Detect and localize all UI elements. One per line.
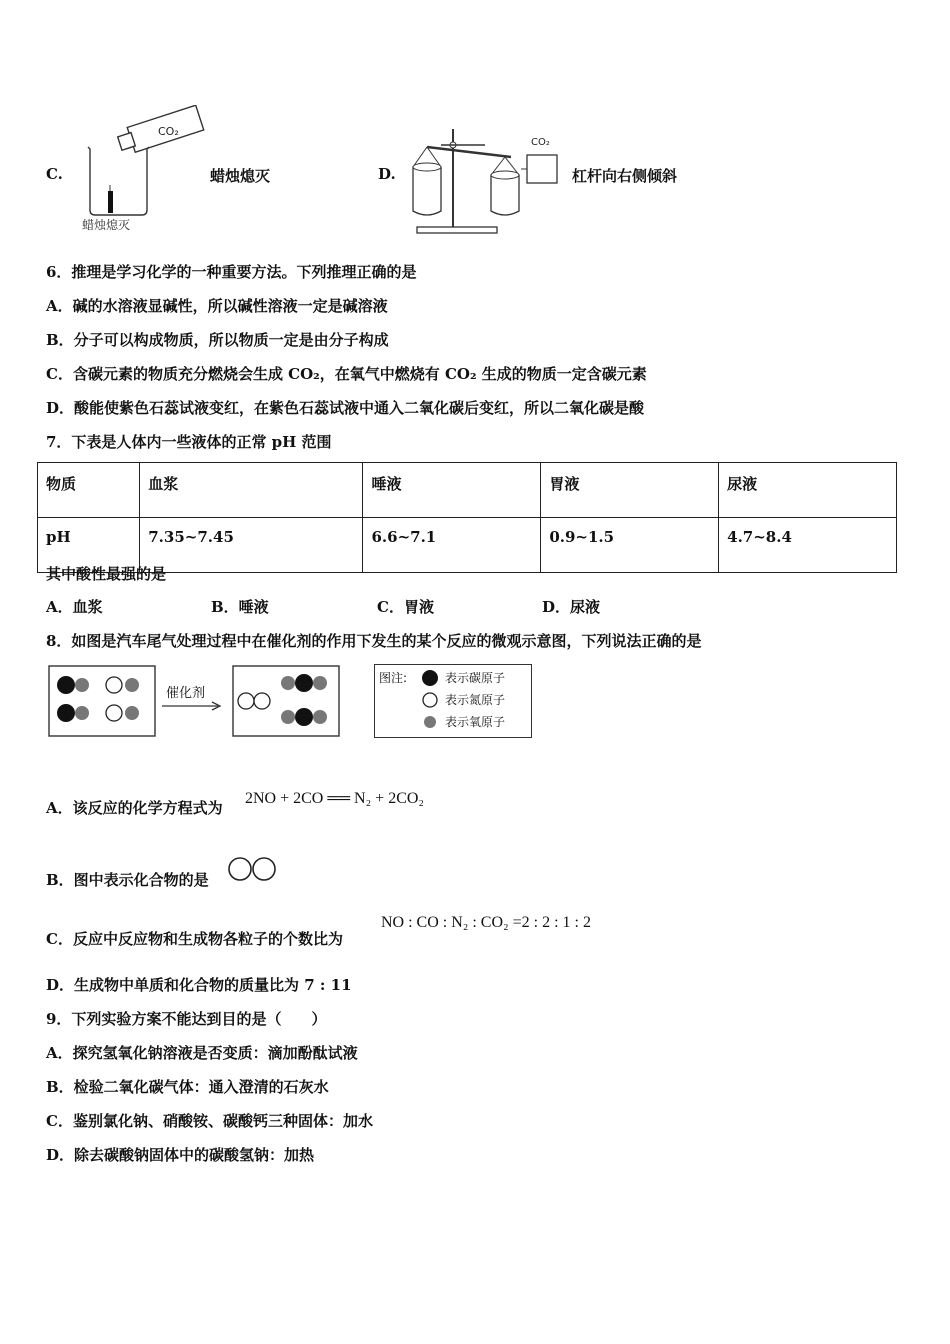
q9-option-a: A．探究氢氧化钠溶液是否变质：滴加酚酞试液 bbox=[46, 1044, 358, 1062]
q8-option-d: D．生成物中单质和化合物的质量比为 7 : 11 bbox=[46, 976, 352, 994]
q5-figure-c bbox=[78, 105, 208, 235]
reaction-arrow bbox=[160, 700, 226, 712]
q7-question: 其中酸性最强的是 bbox=[46, 565, 167, 583]
table-cell: 血浆 bbox=[140, 463, 363, 518]
q7-option-b: B．唾液 bbox=[211, 598, 269, 616]
q5-option-c-caption: 蜡烛熄灭 bbox=[210, 167, 271, 185]
c-fig-caption: 蜡烛熄灭 bbox=[82, 218, 131, 232]
q9-option-d: D．除去碳酸钠固体中的碳酸氢钠：加热 bbox=[46, 1146, 315, 1164]
table-cell: 尿液 bbox=[719, 463, 897, 518]
legend-carbon: 表示碳原子 bbox=[445, 671, 506, 685]
q8-option-c-text: C．反应中反应物和生成物各粒子的个数比为 bbox=[46, 930, 343, 948]
q8-option-a-equation: 2NO + 2CO ══ N₂ + 2CO₂ bbox=[245, 790, 424, 807]
table-cell: pH bbox=[38, 518, 140, 573]
q7-option-c: C．胃液 bbox=[377, 598, 434, 616]
legend-nitrogen: 表示氮原子 bbox=[445, 693, 506, 707]
q7-option-d: D．尿液 bbox=[542, 598, 601, 616]
q6-option-c: C．含碳元素的物质充分燃烧会生成 CO₂，在氧气中燃烧有 CO₂ 生成的物质一定含碳元素 bbox=[46, 365, 647, 383]
legend-atoms bbox=[421, 669, 439, 735]
table-cell: 物质 bbox=[38, 463, 140, 518]
q5-option-d-label: D. bbox=[378, 165, 396, 183]
table-cell: 7.35~7.45 bbox=[140, 518, 363, 573]
q6-option-a: A．碱的水溶液显碱性，所以碱性溶液一定是碱溶液 bbox=[46, 297, 388, 315]
ph-table bbox=[37, 462, 897, 573]
ph-table-header-row bbox=[38, 463, 897, 518]
table-cell: 胃液 bbox=[541, 463, 719, 518]
q9-stem: 9．下列实验方案不能达到目的是（ ） bbox=[46, 1010, 327, 1028]
q7-stem: 7．下表是人体内一些液体的正常 pH 范围 bbox=[46, 433, 332, 451]
table-cell: 4.7~8.4 bbox=[719, 518, 897, 573]
ph-table-row bbox=[38, 518, 897, 573]
q8-stem: 8．如图是汽车尾气处理过程中在催化剂的作用下发生的某个反应的微观示意图，下列说法正确的是 bbox=[46, 632, 702, 650]
products-box bbox=[232, 665, 342, 739]
d-fig-co2-label: CO₂ bbox=[531, 137, 550, 148]
q5-option-c-label: C. bbox=[46, 165, 63, 183]
legend-oxygen: 表示氧原子 bbox=[445, 715, 506, 729]
q6-stem: 6．推理是学习化学的一种重要方法。下列推理正确的是 bbox=[46, 263, 417, 281]
q6-option-d: D．酸能使紫色石蕊试液变红，在紫色石蕊试液中通入二氧化碳后变红，所以二氧化碳是酸 bbox=[46, 399, 645, 417]
reactants-box bbox=[48, 665, 158, 739]
q8-option-b-molecule bbox=[226, 854, 280, 884]
q6-option-b: B．分子可以构成物质，所以物质一定是由分子构成 bbox=[46, 331, 389, 349]
q8-option-b-text: B．图中表示化合物的是 bbox=[46, 871, 209, 889]
q5-option-d-caption: 杠杆向右侧倾斜 bbox=[572, 167, 678, 185]
q9-option-c: C．鉴别氯化钠、硝酸铵、碳酸钙三种固体：加水 bbox=[46, 1112, 373, 1130]
nitrogen-atom-icon bbox=[423, 693, 437, 707]
legend-title: 图注: bbox=[379, 671, 408, 685]
c-fig-co2-label: CO₂ bbox=[158, 125, 179, 138]
oxygen-atom-icon bbox=[424, 716, 436, 728]
table-cell: 唾液 bbox=[363, 463, 541, 518]
q5-figure-d bbox=[405, 125, 565, 237]
q8-option-c-ratio: NO : CO : N₂ : CO₂ =2 : 2 : 1 : 2 bbox=[381, 914, 591, 931]
q7-option-a: A．血浆 bbox=[46, 598, 103, 616]
q9-option-b: B．检验二氧化碳气体：通入澄清的石灰水 bbox=[46, 1078, 329, 1096]
table-cell: 0.9~1.5 bbox=[541, 518, 719, 573]
legend-box bbox=[374, 664, 532, 738]
table-cell: 6.6~7.1 bbox=[363, 518, 541, 573]
carbon-atom-icon bbox=[422, 670, 438, 686]
catalyst-label: 催化剂 bbox=[166, 686, 206, 701]
q8-option-a-text: A．该反应的化学方程式为 bbox=[46, 799, 223, 817]
